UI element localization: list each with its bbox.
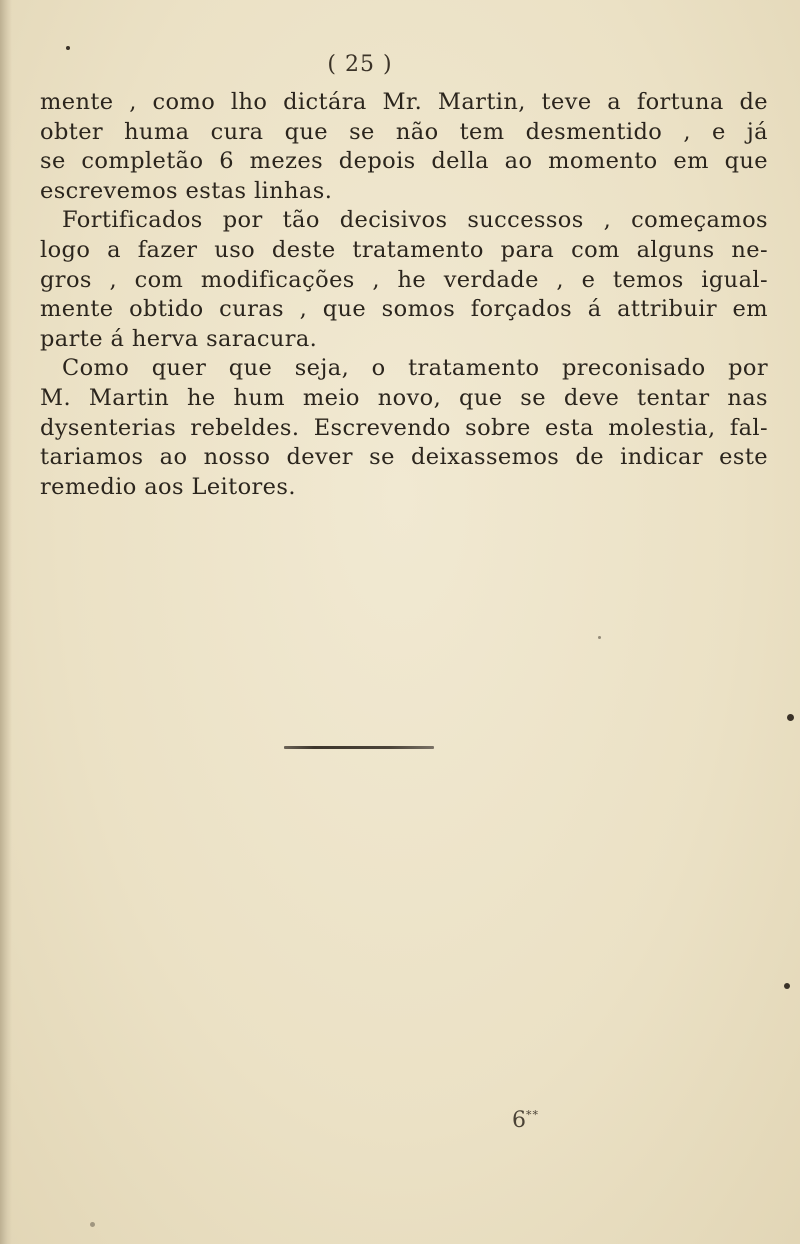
text-line: gros , com modificações , he verdade , e temos igual- xyxy=(40,266,768,293)
text-line: dysenterias rebeldes. Escrevendo sobre esta molestia, fal- xyxy=(40,414,768,441)
text-line: logo a fazer uso deste tratamento para com alguns ne- xyxy=(40,236,768,263)
body-text xyxy=(40,88,768,502)
text-line: remedio aos Leitores. xyxy=(40,473,296,500)
binding-edge xyxy=(0,0,12,1244)
page-number: ( 25 ) xyxy=(327,52,393,77)
text-line: parte á herva saracura. xyxy=(40,325,318,352)
text-line: tariamos ao nosso dever se deixassemos de indicar este xyxy=(40,444,768,471)
text-line: Fortificados por tão decisivos successos , começamos xyxy=(62,207,768,234)
text-line: obter huma cura que se não tem desmentido , e já xyxy=(40,118,768,145)
foxing-speck xyxy=(787,714,794,721)
foxing-speck xyxy=(598,636,601,639)
end-rule xyxy=(284,746,434,749)
signature-stars: ** xyxy=(526,1108,539,1122)
foxing-speck xyxy=(784,983,790,989)
signature-mark xyxy=(512,1108,539,1133)
foxing-speck xyxy=(66,46,70,50)
text-line: escrevemos estas linhas. xyxy=(40,177,333,204)
text-line: mente , como lho dictára Mr. Martin, teve a fortuna de xyxy=(40,89,768,115)
text-line: M. Martin he hum meio novo, que se deve tentar nas xyxy=(40,384,768,411)
text-line: Como quer que seja, o tratamento preconisado por xyxy=(62,355,768,382)
text-line: mente obtido curas , que somos forçados á attribuir em xyxy=(40,296,768,323)
foxing-speck xyxy=(90,1222,95,1227)
text-line: se completão 6 mezes depois della ao momento em que xyxy=(40,148,768,175)
signature-number: 6 xyxy=(512,1108,526,1133)
